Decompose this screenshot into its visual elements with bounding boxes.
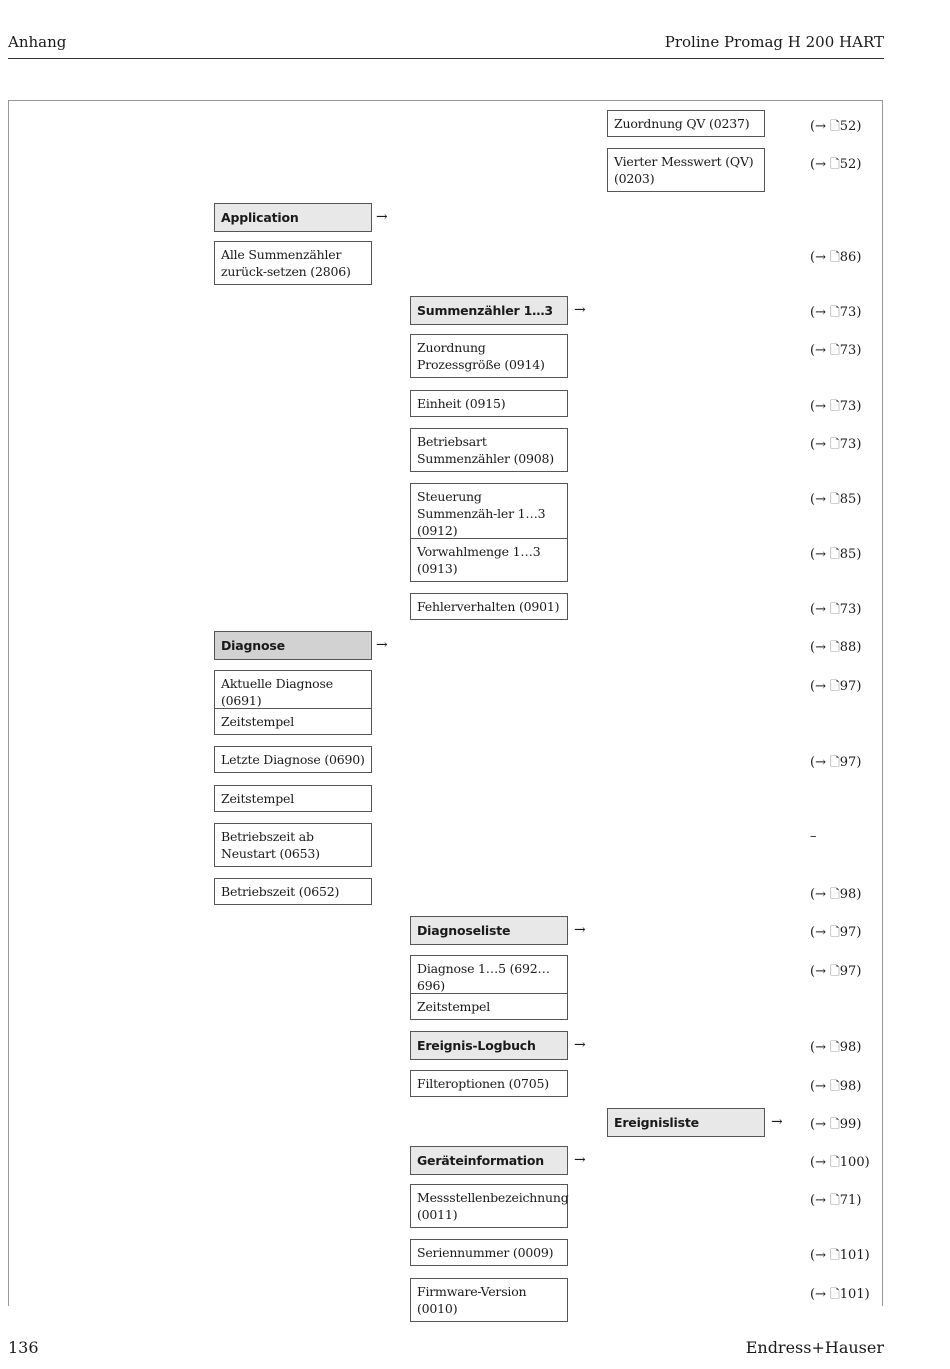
param-einheit[interactable]: Einheit (0915) (410, 390, 568, 417)
page-ref[interactable]: (→ 🗋88) (810, 640, 862, 655)
page-ref[interactable]: (→ 🗋85) (810, 547, 862, 562)
submenu-arrow-icon: → (574, 1037, 586, 1053)
page-icon: 🗋 (830, 1117, 840, 1131)
param-betriebszeit-neustart[interactable]: Betriebszeit ab Neustart (0653) (214, 823, 372, 867)
page-icon: 🗋 (830, 1248, 840, 1262)
page-ref[interactable]: (→ 🗋100) (810, 1155, 870, 1170)
page-ref[interactable]: (→ 🗋97) (810, 755, 862, 770)
page-icon: 🗋 (830, 250, 840, 264)
page-ref[interactable]: (→ 🗋98) (810, 887, 862, 902)
page-icon: 🗋 (830, 305, 840, 319)
page-icon: 🗋 (830, 1155, 840, 1169)
page-icon: 🗋 (830, 343, 840, 357)
menu-ereignis-logbuch[interactable]: Ereignis-Logbuch (410, 1031, 568, 1060)
page-ref[interactable]: (→ 🗋73) (810, 399, 862, 414)
page-ref[interactable]: (→ 🗋85) (810, 492, 862, 507)
page-ref[interactable]: (→ 🗋99) (810, 1117, 862, 1132)
page-ref[interactable]: (→ 🗋101) (810, 1248, 870, 1263)
page-icon: 🗋 (830, 640, 840, 654)
param-seriennummer[interactable]: Seriennummer (0009) (410, 1239, 568, 1266)
param-zeitstempel[interactable]: Zeitstempel (214, 708, 372, 735)
page-icon: 🗋 (830, 1287, 840, 1301)
page-icon: 🗋 (830, 492, 840, 506)
header-rule (8, 58, 884, 59)
page-icon: 🗋 (830, 925, 840, 939)
page-icon: 🗋 (830, 964, 840, 978)
page-ref[interactable]: (→ 🗋97) (810, 964, 862, 979)
page-ref[interactable]: (→ 🗋101) (810, 1287, 870, 1302)
no-page-ref: – (810, 829, 817, 844)
header-product: Proline Promag H 200 HART (664, 33, 884, 51)
page-ref[interactable]: (→ 🗋73) (810, 305, 862, 320)
page-ref[interactable]: (→ 🗋98) (810, 1079, 862, 1094)
page-icon: 🗋 (830, 679, 840, 693)
submenu-arrow-icon: → (376, 637, 388, 653)
submenu-arrow-icon: → (574, 1152, 586, 1168)
param-filteroptionen[interactable]: Filteroptionen (0705) (410, 1070, 568, 1097)
param-messstellenbezeichnung[interactable]: Messstellenbezeichnung (0011) (410, 1184, 568, 1228)
page-icon: 🗋 (830, 437, 840, 451)
page-ref[interactable]: (→ 🗋86) (810, 250, 862, 265)
page-ref[interactable]: (→ 🗋73) (810, 602, 862, 617)
menu-geraeteinformation[interactable]: Geräteinformation (410, 1146, 568, 1175)
menu-application[interactable]: Application (214, 203, 372, 232)
page-ref[interactable]: (→ 🗋73) (810, 437, 862, 452)
menu-ereignisliste[interactable]: Ereignisliste (607, 1108, 765, 1137)
page-icon: 🗋 (830, 399, 840, 413)
page-icon: 🗋 (830, 1079, 840, 1093)
page-ref[interactable]: (→ 🗋52) (810, 157, 862, 172)
page-number: 136 (8, 1338, 39, 1357)
page-icon: 🗋 (830, 887, 840, 901)
page-icon: 🗋 (830, 1193, 840, 1207)
footer-brand: Endress+Hauser (745, 1338, 884, 1357)
page-icon: 🗋 (830, 602, 840, 616)
param-firmware-version[interactable]: Firmware-Version (0010) (410, 1278, 568, 1322)
param-zuordnung-prozessgroesse[interactable]: Zuordnung Prozessgröße (0914) (410, 334, 568, 378)
page-ref[interactable]: (→ 🗋97) (810, 679, 862, 694)
page-icon: 🗋 (830, 1040, 840, 1054)
page-ref[interactable]: (→ 🗋98) (810, 1040, 862, 1055)
menu-diagnose[interactable]: Diagnose (214, 631, 372, 660)
page-ref[interactable]: (→ 🗋71) (810, 1193, 862, 1208)
param-fehlerverhalten[interactable]: Fehlerverhalten (0901) (410, 593, 568, 620)
page-ref[interactable]: (→ 🗋73) (810, 343, 862, 358)
param-vierter-messwert[interactable]: Vierter Messwert (QV) (0203) (607, 148, 765, 192)
param-vorwahlmenge[interactable]: Vorwahlmenge 1…3 (0913) (410, 538, 568, 582)
param-zeitstempel[interactable]: Zeitstempel (410, 993, 568, 1020)
submenu-arrow-icon: → (574, 302, 586, 318)
menu-summenzaehler[interactable]: Summenzähler 1…3 (410, 296, 568, 325)
page-ref[interactable]: (→ 🗋97) (810, 925, 862, 940)
page-ref[interactable]: (→ 🗋52) (810, 119, 862, 134)
param-zuordnung-qv[interactable]: Zuordnung QV (0237) (607, 110, 765, 137)
param-betriebsart[interactable]: Betriebsart Summenzähler (0908) (410, 428, 568, 472)
param-alle-summenzaehler[interactable]: Alle Summenzähler zurück-setzen (2806) (214, 241, 372, 285)
page-icon: 🗋 (830, 157, 840, 171)
header-chapter: Anhang (8, 33, 67, 51)
param-letzte-diagnose[interactable]: Letzte Diagnose (0690) (214, 746, 372, 773)
page-icon: 🗋 (830, 547, 840, 561)
page-icon: 🗋 (830, 119, 840, 133)
menu-diagnoseliste[interactable]: Diagnoseliste (410, 916, 568, 945)
page-icon: 🗋 (830, 755, 840, 769)
param-betriebszeit[interactable]: Betriebszeit (0652) (214, 878, 372, 905)
param-diagnose-1-5[interactable]: Diagnose 1…5 (692…696) (410, 955, 568, 999)
param-steuerung[interactable]: Steuerung Summenzäh-ler 1…3 (0912) (410, 483, 568, 544)
submenu-arrow-icon: → (376, 209, 388, 225)
param-zeitstempel[interactable]: Zeitstempel (214, 785, 372, 812)
submenu-arrow-icon: → (574, 922, 586, 938)
submenu-arrow-icon: → (771, 1114, 783, 1130)
param-aktuelle-diagnose[interactable]: Aktuelle Diagnose (0691) (214, 670, 372, 714)
